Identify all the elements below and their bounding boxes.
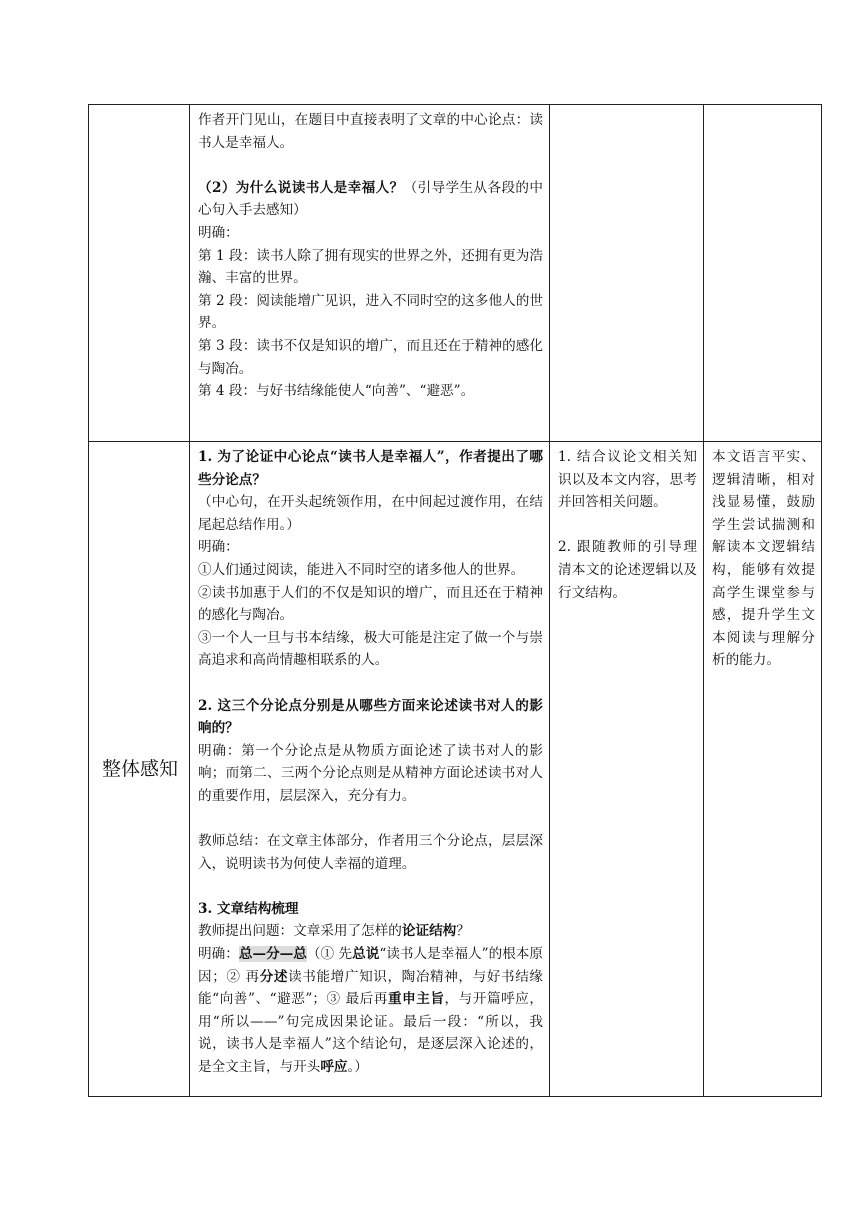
sub-argument-2: ②读书加惠于人们的不仅是知识的增广，而且还在于精神的感化与陶冶。 bbox=[198, 584, 543, 624]
table-row bbox=[89, 442, 822, 1097]
paragraph-2-summary: 第 2 段：阅读能增广见识，进入不同时空的这多他人的世界。 bbox=[198, 292, 543, 332]
question-3-title: 3. 文章结构梳理 bbox=[198, 900, 299, 917]
question-2-title: （2）为什么说读书人是幸福人？ bbox=[198, 179, 404, 196]
stage-label: 整体感知 bbox=[89, 442, 190, 1097]
paragraph-4-summary: 第 4 段：与好书结缘能使人“向善”、“避恶”。 bbox=[198, 383, 475, 400]
student-activity-cell-empty bbox=[550, 105, 704, 442]
structure-highlight: 总—分—总 bbox=[238, 946, 307, 963]
question-3-prompt: 教师提出问题：文章采用了怎样的论证结构？ bbox=[198, 923, 470, 940]
question-1-hint: （中心句，在开头起统领作用，在中间起过渡作用，在结尾起总结作用。） bbox=[198, 494, 543, 533]
teacher-activity-cell bbox=[190, 442, 550, 1097]
question-3-answer: 明确：总—分—总（① 先总说“读书人是幸福人”的根本原因；② 再分述读书能增广知识，陶冶精神，与好书结缘能“向善”、“避恶”；③ 最后再重申主旨，与开篇呼应，用“所以——”句完成因果论证。最后一段：“所以，我说，读书人是幸福人”这个结论句，是逐层深入论述的，是全文主旨，与开头呼应。） bbox=[198, 946, 544, 1076]
paragraph-1-summary: 第 1 段：读书人除了拥有现实的世界之外，还拥有更为浩瀚、丰富的世界。 bbox=[198, 247, 543, 287]
stage-label-cell-empty bbox=[89, 105, 190, 442]
lesson-plan-table bbox=[88, 104, 822, 1097]
teacher-summary: 教师总结：在文章主体部分，作者用三个分论点，层层深入，说明读书为何使人幸福的道理。 bbox=[198, 833, 543, 872]
sub-argument-1: ①人们通过阅读，能进入不同时空的诸多他人的世界。 bbox=[198, 561, 525, 578]
intro-text: 作者开门见山，在题目中直接表明了文章的中心论点：读书人是幸福人。 bbox=[198, 112, 543, 151]
student-activity-2: 2. 跟随教师的引导理清本文的论述逻辑以及行文结构。 bbox=[558, 539, 697, 601]
design-intent-cell-empty bbox=[704, 105, 822, 442]
teacher-activity-cell bbox=[190, 105, 550, 442]
paragraph-3-summary: 第 3 段：读书不仅是知识的增广，而且还在于精神的感化与陶冶。 bbox=[198, 337, 543, 377]
answer-label: 明确： bbox=[198, 539, 239, 556]
question-2-answer: 明确：第一个分论点是从物质方面论述了读书对人的影响；而第二、三两个分论点则是从精神方面论述读书对人的重要作用，层层深入，充分有力。 bbox=[198, 742, 543, 804]
student-activity-1: 1. 结合议论文相关知识以及本文内容，思考并回答相关问题。 bbox=[558, 449, 697, 511]
answer-label: 明确： bbox=[198, 224, 239, 241]
question-1-title: 1. 为了论证中心论点“读书人是幸福人”，作者提出了哪些分论点？ bbox=[198, 449, 543, 488]
design-intent-text: 本文语言平实、逻辑清晰，相对浅显易懂，鼓励学生尝试揣测和解读本文逻辑结构，能够有效提高学生课堂参与感，提升学生文本阅读与理解分析的能力。 bbox=[712, 449, 815, 669]
sub-argument-3: ③一个人一旦与书本结缘，极大可能是注定了做一个与崇高追求和高尚情趣相联系的人。 bbox=[198, 629, 543, 669]
question-2-title: 2. 这三个分论点分别是从哪些方面来论述读书对人的影响的？ bbox=[198, 697, 543, 737]
design-intent-cell bbox=[704, 442, 822, 1097]
table-row bbox=[89, 105, 822, 442]
question-2-hint: （引导学生从各段的中心句入手去感知） bbox=[198, 179, 543, 219]
student-activity-cell bbox=[550, 442, 704, 1097]
